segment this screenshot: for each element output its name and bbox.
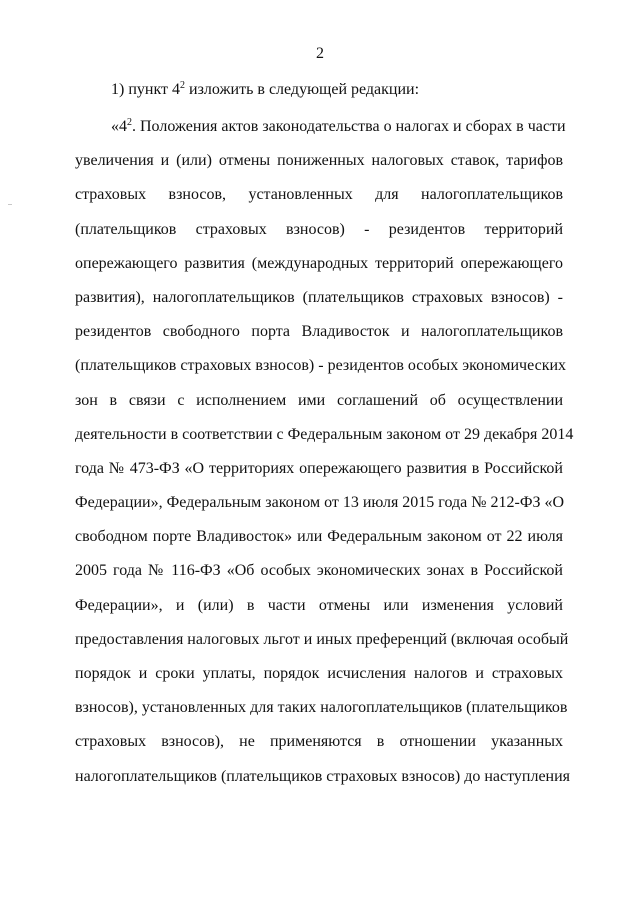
amendment-intro-superscript: 2 <box>180 80 186 91</box>
page-number: 2 <box>316 45 324 62</box>
paragraph-line: взносов), установленных для таких налогоплательщиков (плательщиков <box>75 699 568 717</box>
paragraph-line: (плательщиков страховых взносов) - резидентов территорий <box>75 220 563 238</box>
paragraph-line: зон в связи с исполнением ими соглашений об осуществлении <box>75 391 563 409</box>
quote-superscript: 2 <box>127 117 132 128</box>
paragraph-line: резидентов свободного порта Владивосток и налогоплательщиков <box>75 323 563 341</box>
amendment-intro-text: 1) пункт 4 <box>111 81 181 98</box>
amendment-intro <box>111 80 419 100</box>
paragraph-line: порядок и сроки уплаты, порядок исчисления налогов и страховых <box>75 665 563 682</box>
paragraph-line: (плательщиков страховых взносов) - резидентов особых экономических <box>75 357 567 375</box>
paragraph-line: 2005 года № 116-ФЗ «Об особых экономических зонах в Российской <box>75 562 563 580</box>
paragraph-line: предоставления налоговых льгот и иных преференций (включая особый <box>75 630 569 648</box>
paragraph-line <box>75 117 566 151</box>
quote-open: «4 <box>111 118 127 135</box>
quoted-paragraph <box>75 117 574 801</box>
paragraph-line: деятельности в соответствии с Федеральным законом от 29 декабря 2014 <box>75 425 574 443</box>
paragraph-line: Федерации», Федеральным законом от 13 июля 2015 года № 212-ФЗ «О <box>75 494 565 512</box>
paragraph-line: налогоплательщиков (плательщиков страховых взносов) до наступления <box>75 767 571 785</box>
paragraph-line: увеличения и (или) отмены пониженных налоговых ставок, тарифов <box>75 152 563 170</box>
paragraph-line: Федерации», и (или) в части отмены или изменения условий <box>75 596 563 614</box>
paragraph-line: развития), налогоплательщиков (плательщиков страховых взносов) - <box>75 288 563 306</box>
paragraph-line: страховых взносов, установленных для налогоплательщиков <box>75 186 563 204</box>
paragraph-line: опережающего развития (международных территорий опережающего <box>75 254 563 272</box>
margin-mark <box>8 204 12 205</box>
paragraph-line: свободном порте Владивосток» или Федеральным законом от 22 июля <box>75 528 563 546</box>
amendment-intro-tail: изложить в следующей редакции: <box>185 81 420 98</box>
paragraph-line: страховых взносов), не применяются в отношении указанных <box>75 733 563 751</box>
paragraph-line: года № 473-ФЗ «О территориях опережающего развития в Российской <box>75 459 563 477</box>
quote-first-line-text: . Положения актов законодательства о налогах и сборах в части <box>132 118 566 135</box>
